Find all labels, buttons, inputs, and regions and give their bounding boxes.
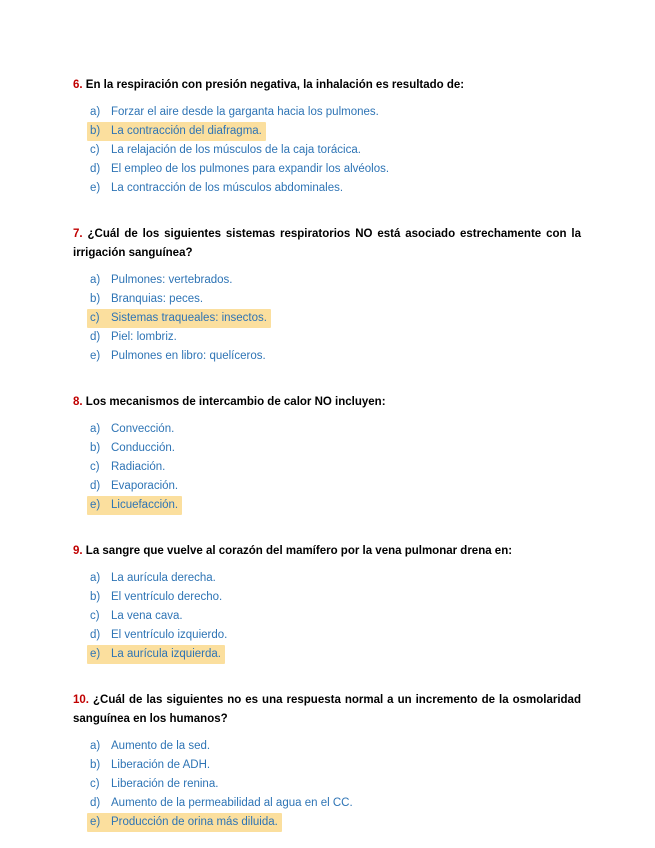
option-letter: d) — [90, 163, 101, 175]
option-row — [87, 103, 581, 122]
option-letter: a) — [90, 572, 101, 584]
question-text: La sangre que vuelve al corazón del mamífero por la vena pulmonar drena en: — [85, 545, 513, 557]
option-text: Conducción. — [111, 442, 175, 454]
option-text: El ventrículo izquierdo. — [111, 629, 228, 641]
option-text: Producción de orina más diluida. — [111, 816, 278, 828]
option-letter: c) — [90, 312, 100, 324]
option-letter: b) — [90, 759, 101, 771]
option-text: Piel: lombriz. — [111, 331, 177, 343]
option-b-highlighted — [87, 122, 266, 141]
option-text: Radiación. — [111, 461, 166, 473]
options-list — [73, 569, 581, 664]
question-title — [73, 691, 581, 729]
question-block-9 — [73, 542, 581, 664]
option-text: La vena cava. — [111, 610, 183, 622]
option-c — [87, 458, 169, 477]
option-row — [87, 347, 581, 366]
option-row — [87, 775, 581, 794]
option-d — [87, 160, 393, 179]
option-letter: a) — [90, 740, 101, 752]
option-letter: d) — [90, 629, 101, 641]
question-title — [73, 542, 581, 561]
option-row — [87, 626, 581, 645]
option-text: La contracción de los músculos abdominales. — [111, 182, 344, 194]
option-letter: e) — [90, 350, 101, 362]
option-letter: d) — [90, 331, 101, 343]
option-c-highlighted — [87, 309, 271, 328]
option-text: El empleo de los pulmones para expandir los alvéolos. — [111, 163, 390, 175]
option-row — [87, 309, 581, 328]
question-title — [73, 393, 581, 412]
option-d — [87, 626, 231, 645]
options-list — [73, 271, 581, 366]
option-b — [87, 756, 214, 775]
option-letter: b) — [90, 125, 101, 137]
option-text: Forzar el aire desde la garganta hacia los pulmones. — [111, 106, 379, 118]
options-list — [73, 737, 581, 832]
option-row — [87, 569, 581, 588]
option-letter: e) — [90, 648, 101, 660]
option-row — [87, 141, 581, 160]
option-text: El ventrículo derecho. — [111, 591, 223, 603]
option-letter: e) — [90, 499, 101, 511]
option-b — [87, 290, 207, 309]
option-letter: c) — [90, 610, 100, 622]
option-c — [87, 775, 222, 794]
option-text: La aurícula izquierda. — [111, 648, 221, 660]
option-letter: e) — [90, 816, 101, 828]
option-row — [87, 420, 581, 439]
question-title — [73, 225, 581, 263]
option-row — [87, 607, 581, 626]
option-row — [87, 737, 581, 756]
option-text: La contracción del diafragma. — [111, 125, 262, 137]
option-letter: b) — [90, 293, 101, 305]
option-text: Convección. — [111, 423, 175, 435]
option-text: Aumento de la sed. — [111, 740, 211, 752]
question-block-8 — [73, 393, 581, 515]
option-row — [87, 160, 581, 179]
option-row — [87, 271, 581, 290]
options-list — [73, 103, 581, 198]
option-e — [87, 347, 270, 366]
option-d — [87, 477, 182, 496]
question-block-10 — [73, 691, 581, 832]
question-number: 7. — [73, 228, 83, 240]
option-d — [87, 328, 181, 347]
option-letter: b) — [90, 591, 101, 603]
question-text: Los mecanismos de intercambio de calor NO incluyen: — [85, 396, 386, 408]
option-letter: a) — [90, 106, 101, 118]
option-row — [87, 645, 581, 664]
option-d — [87, 794, 357, 813]
option-c — [87, 141, 365, 160]
option-a — [87, 103, 383, 122]
question-number: 9. — [73, 545, 83, 557]
option-a — [87, 569, 220, 588]
option-e — [87, 179, 347, 198]
option-text: Sistemas traqueales: insectos. — [111, 312, 267, 324]
option-letter: d) — [90, 797, 101, 809]
option-row — [87, 588, 581, 607]
option-text: Liberación de renina. — [111, 778, 219, 790]
option-text: Pulmones: vertebrados. — [111, 274, 233, 286]
option-letter: c) — [90, 144, 100, 156]
option-letter: c) — [90, 461, 100, 473]
option-row — [87, 794, 581, 813]
option-letter: a) — [90, 274, 101, 286]
option-row — [87, 328, 581, 347]
option-text: La aurícula derecha. — [111, 572, 216, 584]
question-title — [73, 76, 581, 95]
option-a — [87, 420, 178, 439]
option-text: Pulmones en libro: quelíceros. — [111, 350, 266, 362]
options-list — [73, 420, 581, 515]
option-row — [87, 290, 581, 309]
option-e-highlighted — [87, 645, 225, 664]
option-letter: a) — [90, 423, 101, 435]
question-number: 8. — [73, 396, 83, 408]
option-text: Evaporación. — [111, 480, 179, 492]
question-text: ¿Cuál de las siguientes no es una respuesta normal a un incremento de la osmolaridad sanguínea en los humanos? — [73, 694, 581, 725]
option-e-highlighted — [87, 813, 282, 832]
question-block-6 — [73, 76, 581, 198]
option-a — [87, 271, 236, 290]
question-text: ¿Cuál de los siguientes sistemas respiratorios NO está asociado estrechamente con la irrigación sanguínea? — [73, 228, 581, 259]
question-text: En la respiración con presión negativa, la inhalación es resultado de: — [85, 79, 465, 91]
option-row — [87, 756, 581, 775]
option-e-highlighted — [87, 496, 182, 515]
option-row — [87, 496, 581, 515]
option-row — [87, 813, 581, 832]
question-number: 10. — [73, 694, 89, 706]
option-letter: d) — [90, 480, 101, 492]
option-row — [87, 179, 581, 198]
option-row — [87, 122, 581, 141]
option-text: Branquias: peces. — [111, 293, 204, 305]
option-text: Aumento de la permeabilidad al agua en el CC. — [111, 797, 353, 809]
option-b — [87, 588, 226, 607]
option-row — [87, 477, 581, 496]
option-a — [87, 737, 214, 756]
option-text: Liberación de ADH. — [111, 759, 211, 771]
option-c — [87, 607, 187, 626]
option-row — [87, 439, 581, 458]
option-b — [87, 439, 179, 458]
question-block-7 — [73, 225, 581, 366]
option-letter: b) — [90, 442, 101, 454]
option-row — [87, 458, 581, 477]
option-text: Licuefacción. — [111, 499, 179, 511]
option-letter: e) — [90, 182, 101, 194]
option-text: La relajación de los músculos de la caja torácica. — [111, 144, 361, 156]
question-number: 6. — [73, 79, 83, 91]
option-letter: c) — [90, 778, 100, 790]
